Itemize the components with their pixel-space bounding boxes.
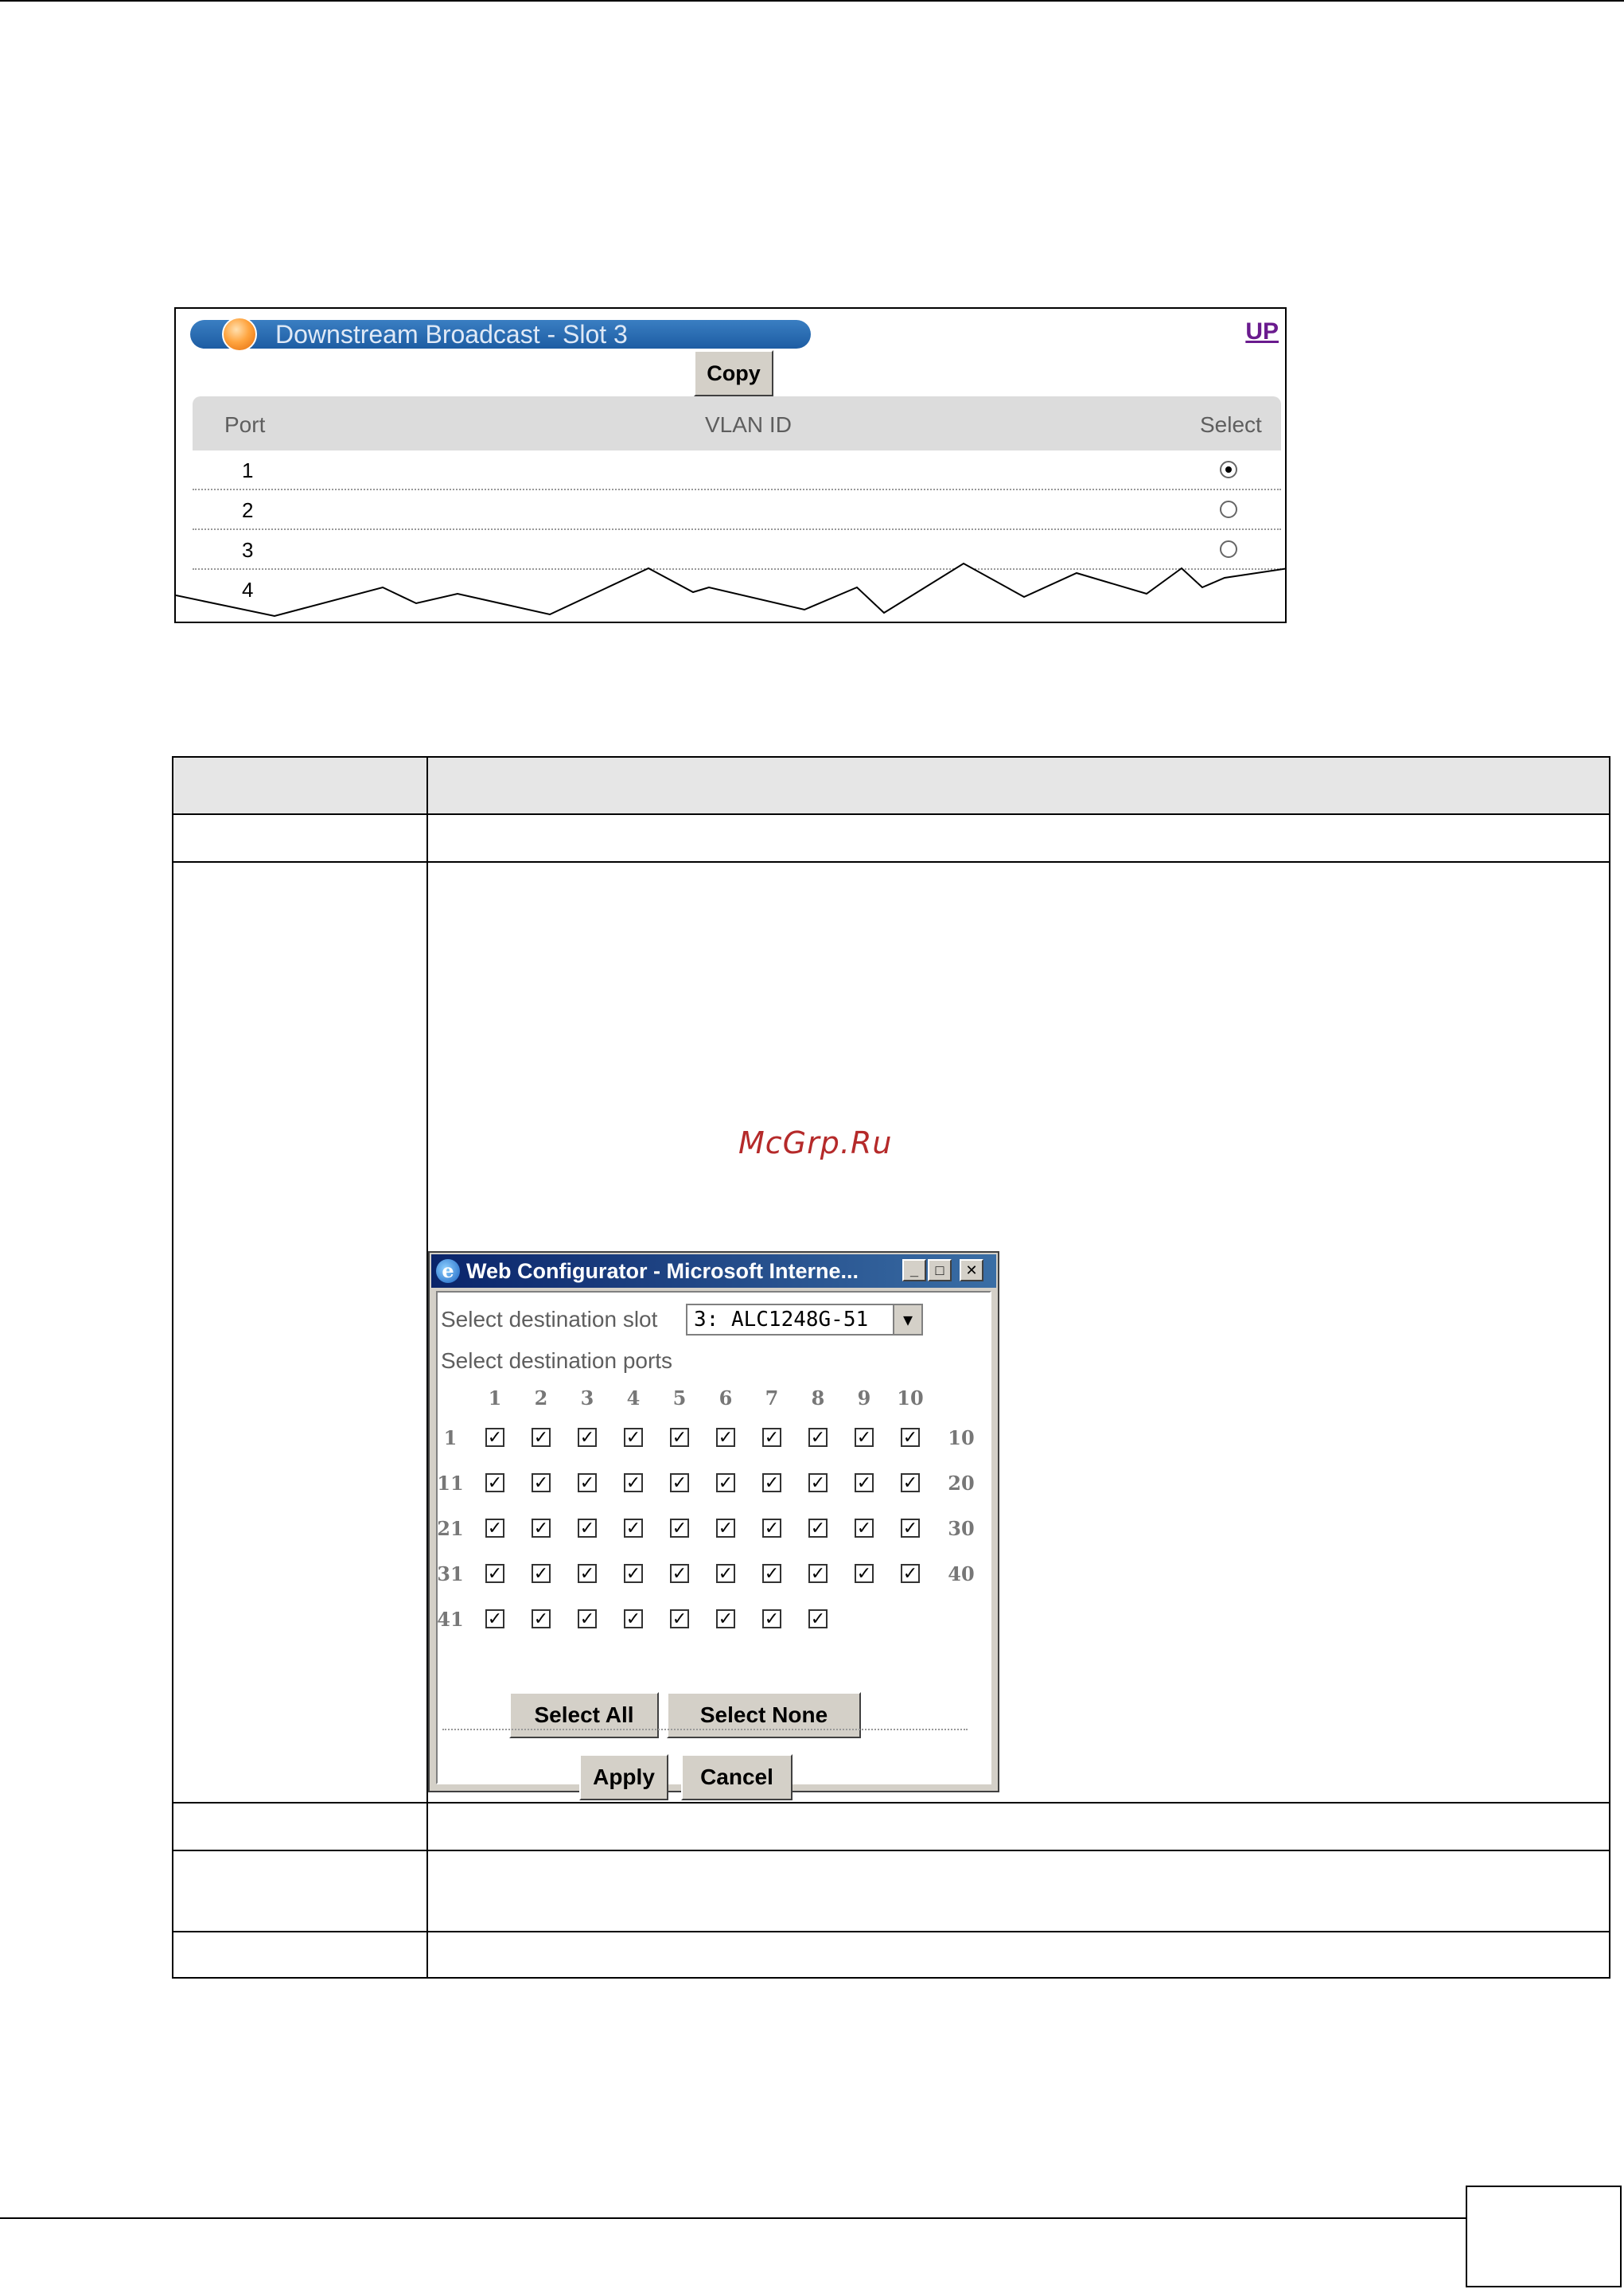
column-number: 9 bbox=[857, 1386, 871, 1410]
column-number: 6 bbox=[719, 1386, 733, 1410]
row-end-number: 30 bbox=[948, 1517, 975, 1540]
port-checkbox[interactable]: ✓ bbox=[762, 1428, 781, 1447]
row-divider bbox=[173, 861, 1609, 863]
port-checkbox[interactable]: ✓ bbox=[855, 1473, 874, 1492]
port-checkbox[interactable]: ✓ bbox=[762, 1473, 781, 1492]
up-link[interactable]: UP bbox=[1245, 318, 1279, 345]
port-checkbox[interactable]: ✓ bbox=[578, 1519, 597, 1538]
select-all-button[interactable]: Select All bbox=[509, 1692, 659, 1738]
port-checkbox[interactable]: ✓ bbox=[808, 1473, 828, 1492]
port-number: 2 bbox=[242, 498, 254, 522]
port-checkbox[interactable]: ✓ bbox=[901, 1473, 920, 1492]
bottom-rule bbox=[0, 2217, 1466, 2219]
port-checkbox[interactable]: ✓ bbox=[485, 1428, 504, 1447]
port-checkbox[interactable]: ✓ bbox=[901, 1564, 920, 1583]
apply-button[interactable]: Apply bbox=[579, 1754, 668, 1800]
window-title: Web Configurator - Microsoft Interne... bbox=[466, 1259, 859, 1283]
port-checkbox[interactable]: ✓ bbox=[855, 1564, 874, 1583]
row-start-number: 11 bbox=[437, 1472, 464, 1495]
port-checkbox[interactable]: ✓ bbox=[670, 1473, 689, 1492]
column-number: 2 bbox=[534, 1386, 548, 1410]
select-none-button[interactable]: Select None bbox=[667, 1692, 861, 1738]
window-titlebar bbox=[431, 1254, 996, 1288]
row-start-number: 21 bbox=[437, 1517, 464, 1540]
cancel-button[interactable]: Cancel bbox=[681, 1754, 793, 1800]
row-start-number: 41 bbox=[437, 1608, 464, 1631]
port-checkbox[interactable]: ✓ bbox=[578, 1473, 597, 1492]
port-checkbox[interactable]: ✓ bbox=[716, 1564, 735, 1583]
port-checkbox[interactable]: ✓ bbox=[485, 1473, 504, 1492]
minimize-button[interactable]: _ bbox=[902, 1259, 926, 1281]
col-select: Select bbox=[1200, 412, 1262, 437]
port-checkbox[interactable]: ✓ bbox=[901, 1428, 920, 1447]
row-divider bbox=[173, 1802, 1609, 1804]
port-checkbox[interactable]: ✓ bbox=[532, 1519, 551, 1538]
port-checkbox[interactable]: ✓ bbox=[624, 1428, 643, 1447]
port-checkbox[interactable]: ✓ bbox=[808, 1609, 828, 1628]
port-checkbox[interactable]: ✓ bbox=[624, 1473, 643, 1492]
port-checkbox[interactable]: ✓ bbox=[532, 1564, 551, 1583]
col-port: Port bbox=[224, 412, 266, 437]
column-number: 5 bbox=[672, 1386, 687, 1410]
web-configurator-window bbox=[428, 1251, 999, 1792]
column-number: 1 bbox=[488, 1386, 502, 1410]
column-number: 3 bbox=[580, 1386, 594, 1410]
column-number: 4 bbox=[626, 1386, 641, 1410]
column-number: 10 bbox=[897, 1386, 924, 1410]
ports-label: Select destination ports bbox=[441, 1348, 673, 1373]
divider bbox=[442, 1729, 968, 1730]
port-checkbox[interactable]: ✓ bbox=[716, 1609, 735, 1628]
port-checkbox[interactable]: ✓ bbox=[808, 1564, 828, 1583]
page-number-box bbox=[1466, 2186, 1622, 2287]
port-checkbox[interactable]: ✓ bbox=[578, 1428, 597, 1447]
row-end-number: 10 bbox=[948, 1426, 975, 1449]
close-button[interactable]: ✕ bbox=[960, 1259, 983, 1281]
row-start-number: 31 bbox=[437, 1562, 464, 1585]
port-checkbox[interactable]: ✓ bbox=[901, 1519, 920, 1538]
browser-icon: e bbox=[436, 1259, 460, 1283]
port-checkbox[interactable]: ✓ bbox=[762, 1519, 781, 1538]
port-checkbox[interactable]: ✓ bbox=[578, 1609, 597, 1628]
port-checkbox[interactable]: ✓ bbox=[532, 1473, 551, 1492]
port-checkbox[interactable]: ✓ bbox=[532, 1609, 551, 1628]
port-checkbox[interactable]: ✓ bbox=[624, 1564, 643, 1583]
copy-button[interactable]: Copy bbox=[694, 350, 773, 396]
row-end-number: 20 bbox=[948, 1472, 975, 1495]
port-checkbox[interactable]: ✓ bbox=[855, 1428, 874, 1447]
row-divider bbox=[173, 1931, 1609, 1932]
port-checkbox[interactable]: ✓ bbox=[716, 1519, 735, 1538]
maximize-button[interactable]: □ bbox=[928, 1259, 952, 1281]
port-checkbox[interactable]: ✓ bbox=[855, 1519, 874, 1538]
screen-title: Downstream Broadcast - Slot 3 bbox=[275, 320, 628, 349]
row-start-number: 1 bbox=[443, 1426, 458, 1449]
port-checkbox[interactable]: ✓ bbox=[624, 1519, 643, 1538]
port-checkbox[interactable]: ✓ bbox=[762, 1564, 781, 1583]
downstream-broadcast-screenshot bbox=[174, 307, 1287, 623]
port-checkbox[interactable]: ✓ bbox=[670, 1609, 689, 1628]
port-checkbox[interactable]: ✓ bbox=[808, 1428, 828, 1447]
port-checkbox[interactable]: ✓ bbox=[670, 1519, 689, 1538]
column-number: 8 bbox=[811, 1386, 825, 1410]
row-divider bbox=[173, 1850, 1609, 1851]
torn-edge bbox=[176, 309, 1287, 623]
slot-value: 3: ALC1248G-51 bbox=[694, 1308, 869, 1332]
window-content bbox=[436, 1291, 991, 1789]
port-checkbox[interactable]: ✓ bbox=[716, 1473, 735, 1492]
port-number: 4 bbox=[242, 578, 254, 602]
top-rule bbox=[0, 0, 1624, 2]
port-checkbox[interactable]: ✓ bbox=[670, 1428, 689, 1447]
port-checkbox[interactable]: ✓ bbox=[532, 1428, 551, 1447]
port-checkbox[interactable]: ✓ bbox=[762, 1609, 781, 1628]
port-number: 1 bbox=[242, 458, 254, 482]
col-vlan-id: VLAN ID bbox=[705, 412, 792, 437]
port-checkbox[interactable]: ✓ bbox=[808, 1519, 828, 1538]
watermark: McGrp.Ru bbox=[738, 1125, 893, 1160]
destination-slot-select[interactable] bbox=[686, 1304, 923, 1336]
row-end-number: 40 bbox=[948, 1562, 975, 1585]
chevron-down-icon[interactable]: ▼ bbox=[893, 1305, 921, 1334]
port-checkbox[interactable]: ✓ bbox=[670, 1564, 689, 1583]
port-checkbox[interactable]: ✓ bbox=[485, 1564, 504, 1583]
port-checkbox[interactable]: ✓ bbox=[485, 1609, 504, 1628]
slot-label: Select destination slot bbox=[441, 1307, 658, 1332]
port-number: 3 bbox=[242, 538, 254, 562]
port-checkbox[interactable]: ✓ bbox=[624, 1609, 643, 1628]
column-number: 7 bbox=[765, 1386, 779, 1410]
port-checkbox[interactable]: ✓ bbox=[716, 1428, 735, 1447]
port-checkbox[interactable]: ✓ bbox=[578, 1564, 597, 1583]
table-header bbox=[173, 758, 1609, 815]
port-checkbox[interactable]: ✓ bbox=[485, 1519, 504, 1538]
